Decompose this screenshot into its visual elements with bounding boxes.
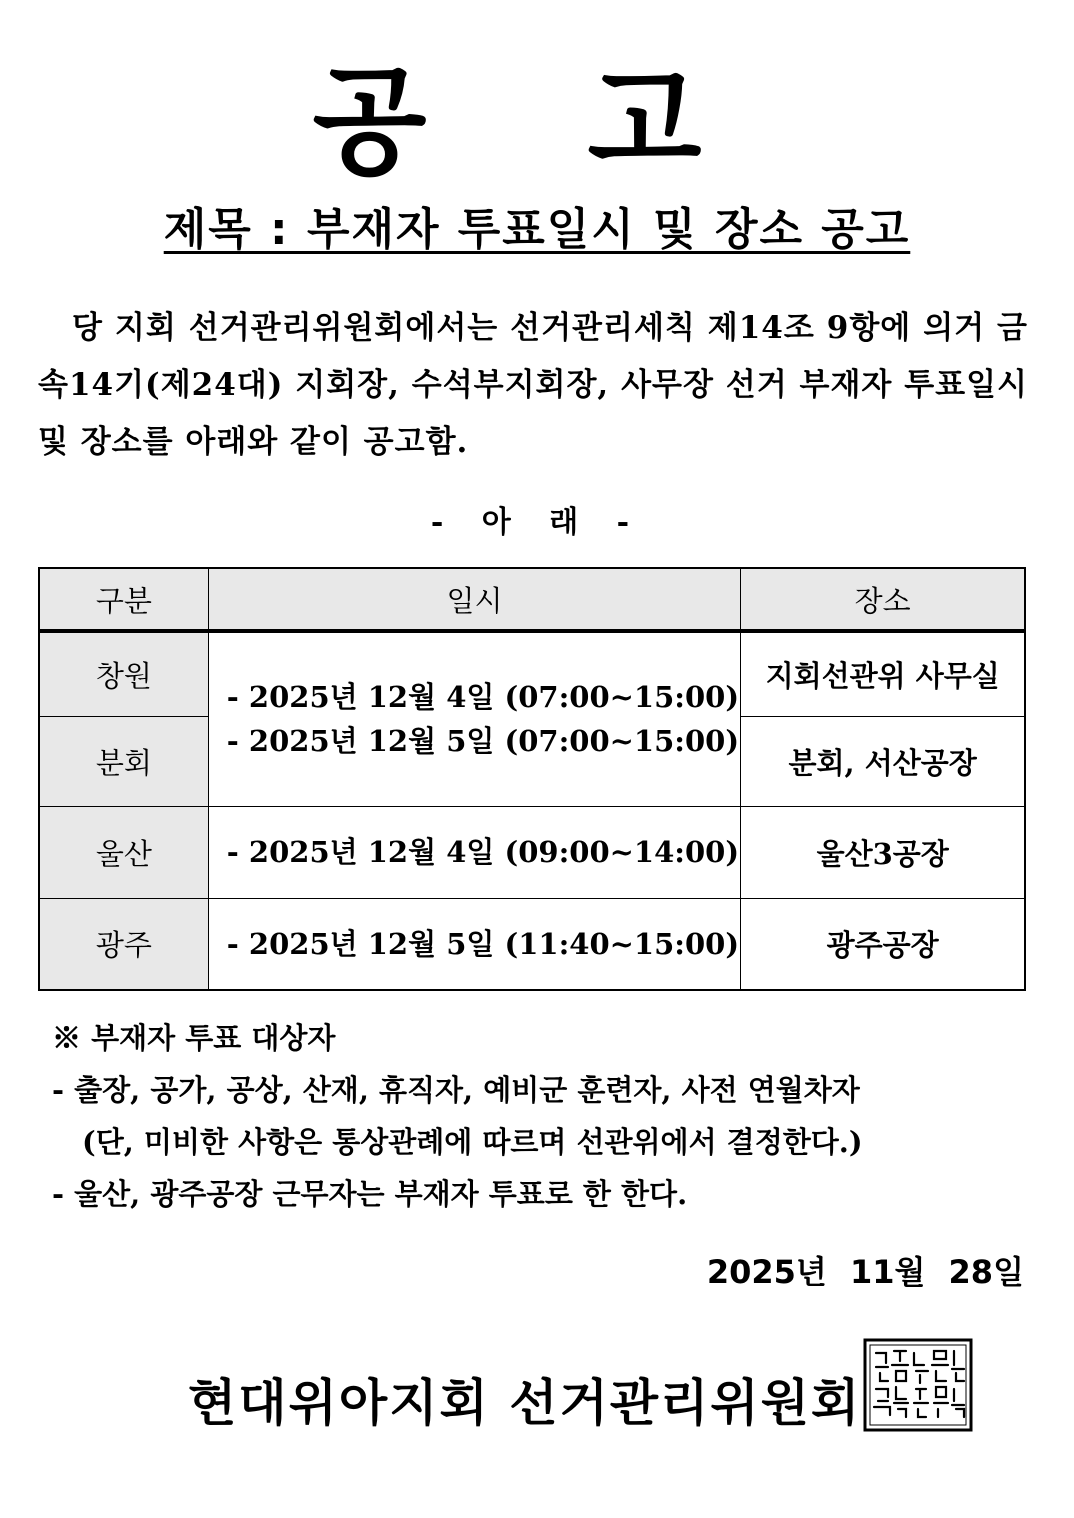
division-cell: 분회 (39, 716, 208, 806)
date-cell-merged (208, 631, 741, 806)
place-cell: 울산3공장 (741, 806, 1025, 898)
header-division: 구분 (39, 568, 208, 631)
official-seal-stamp (862, 1337, 974, 1433)
division-cell: 울산 (39, 806, 208, 898)
notes-section (52, 1012, 1032, 1220)
schedule-table (38, 567, 1026, 991)
date-cell: - 2025년 12월 4일 (09:00~14:00) (208, 806, 741, 898)
table-row (39, 631, 1025, 716)
notes-line: - 울산, 광주공장 근무자는 부재자 투표로 한 한다. (52, 1177, 688, 1211)
page-title: 공 고 (312, 53, 762, 191)
intro-paragraph: 당 지회 선거관리위원회에서는 선거관리세칙 제14조 9항에 의거 금속14기(제24대) 지회장, 수석부지회장, 사무장 선거 부재자 투표일시 및 장소를 아래와 같이 공고함. (38, 310, 1028, 460)
header-datetime: 일시 (208, 568, 741, 631)
notes-line: (단, 미비한 사항은 통상관례에 따르며 선관위에서 결정한다.) (82, 1125, 863, 1159)
place-cell: 분회, 서산공장 (741, 716, 1025, 806)
organization-name: 현대위아지회 선거관리위원회 (188, 1374, 862, 1432)
table-row (39, 806, 1025, 898)
table-row (39, 898, 1025, 990)
notes-line: - 출장, 공가, 공상, 산재, 휴직자, 예비군 훈련자, 사전 연월차자 (52, 1073, 860, 1107)
header-place: 장소 (741, 568, 1025, 631)
subject-line (0, 200, 1074, 260)
date-line: - 2025년 12월 5일 (07:00~15:00) (226, 724, 740, 759)
date-line: - 2025년 12월 4일 (07:00~15:00) (226, 680, 740, 715)
below-label: - 아 래 - (430, 505, 644, 540)
date-cell: - 2025년 12월 5일 (11:40~15:00) (208, 898, 741, 990)
place-cell: 광주공장 (741, 898, 1025, 990)
place-cell: 지회선관위 사무실 (741, 631, 1025, 716)
subject-text: 제목 : 부재자 투표일시 및 장소 공고 (163, 204, 911, 255)
notes-heading: ※ 부재자 투표 대상자 (52, 1021, 336, 1055)
table-header-row (39, 568, 1025, 631)
division-cell: 광주 (39, 898, 208, 990)
announcement-date: 2025년 11월 28일 (706, 1253, 1024, 1291)
division-cell: 창원 (39, 631, 208, 716)
